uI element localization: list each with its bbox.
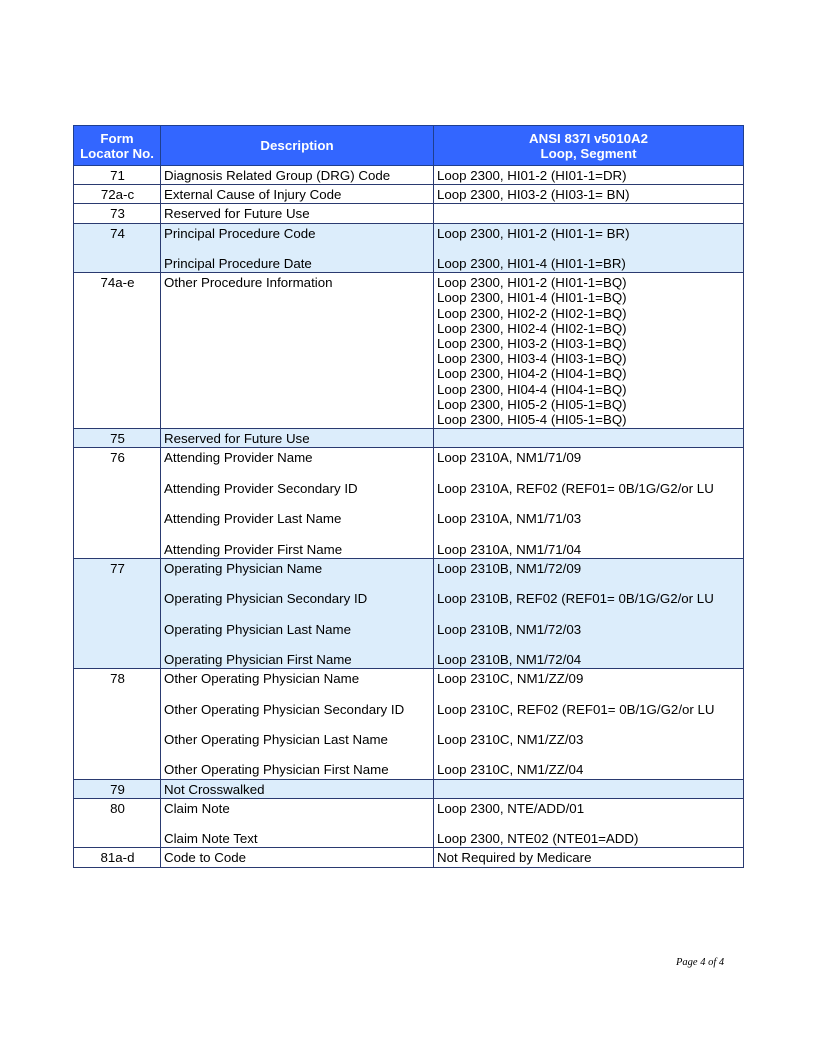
form-locator-cell: 72a-c [74, 185, 161, 204]
loop-segment-line: Loop 2300, HI01-4 (HI01-1=BQ) [437, 290, 627, 306]
line-spacer [164, 496, 431, 511]
description-line: Attending Provider Last Name [164, 511, 342, 527]
form-locator-cell: 75 [74, 429, 161, 448]
description-line: Other Procedure Information [164, 275, 333, 291]
description-cell [161, 223, 434, 273]
line-spacer [437, 496, 741, 511]
loop-segment-line: Loop 2300, HI04-2 (HI04-1=BQ) [437, 366, 627, 382]
loop-segment-line: Loop 2300, HI03-2 (HI03-1= BN) [437, 187, 630, 203]
header-ansi-line2: Loop, Segment [540, 145, 637, 161]
line-spacer [437, 576, 741, 591]
description-line: Code to Code [164, 850, 247, 866]
loop-segment-line: Loop 2300, NTE02 (NTE01=ADD) [437, 831, 639, 847]
loop-segment-line: Loop 2300, HI01-2 (HI01-1=DR) [437, 168, 627, 183]
loop-segment-cell [434, 669, 744, 779]
description-cell [161, 448, 434, 558]
loop-segment-line: Loop 2300, HI04-4 (HI04-1=BQ) [437, 381, 627, 397]
form-locator-cell: 74a-e [74, 273, 161, 429]
table-row [74, 166, 744, 185]
line-spacer [437, 606, 741, 621]
description-line: Operating Physician Secondary ID [164, 591, 368, 607]
line-spacer [437, 637, 741, 652]
header-form-locator-line1: Form [100, 130, 134, 146]
loop-segment-line: Loop 2300, HI01-2 (HI01-1= BR) [437, 225, 630, 241]
loop-segment-line: Loop 2310C, NM1/ZZ/09 [437, 671, 584, 687]
loop-segment-line: Loop 2300, HI03-2 (HI03-1=BQ) [437, 336, 627, 352]
loop-segment-line: Loop 2310C, REF02 (REF01= 0B/1G/G2/or LU [437, 701, 715, 717]
loop-segment-line: Loop 2310B, NM1/72/03 [437, 621, 582, 637]
line-spacer [437, 747, 741, 762]
description-line: Not Crosswalked [164, 781, 265, 797]
loop-segment-line: Loop 2300, HI05-2 (HI05-1=BQ) [437, 396, 627, 412]
loop-segment-line: Loop 2310C, NM1/ZZ/03 [437, 731, 584, 747]
description-cell [161, 558, 434, 668]
form-locator-cell: 74 [74, 223, 161, 273]
description-line: Other Operating Physician Last Name [164, 731, 388, 747]
loop-segment-line: Loop 2300, HI03-4 (HI03-1=BQ) [437, 351, 627, 367]
description-cell [161, 669, 434, 779]
description-cell [161, 185, 434, 204]
table-row [74, 669, 744, 779]
line-spacer [164, 747, 431, 762]
form-locator-cell: 73 [74, 204, 161, 223]
table-row [74, 204, 744, 223]
table-row [74, 223, 744, 273]
loop-segment-line: Not Required by Medicare [437, 850, 592, 866]
loop-segment-line: Loop 2310C, NM1/ZZ/04 [437, 762, 584, 778]
table-row [74, 448, 744, 558]
loop-segment-line: Loop 2310B, REF02 (REF01= 0B/1G/G2/or LU [437, 591, 714, 607]
description-line: Attending Provider Name [164, 450, 313, 466]
description-line: Reserved for Future Use [164, 206, 310, 222]
loop-segment-line: Loop 2310A, REF02 (REF01= 0B/1G/G2/or LU [437, 480, 714, 496]
line-spacer [164, 466, 431, 481]
form-locator-cell: 76 [74, 448, 161, 558]
loop-segment-line: Loop 2310A, NM1/71/04 [437, 541, 582, 557]
table-row [74, 558, 744, 668]
loop-segment-line: Loop 2300, NTE/ADD/01 [437, 800, 585, 816]
description-line: Other Operating Physician Secondary ID [164, 701, 405, 717]
loop-segment-cell [434, 798, 744, 848]
page-number: Page 4 of 4 [676, 957, 725, 968]
description-cell [161, 429, 434, 448]
table-row [74, 779, 744, 798]
header-description: Description [161, 126, 434, 166]
loop-segment-line: Loop 2300, HI01-2 (HI01-1=BQ) [437, 275, 627, 291]
loop-segment-cell [434, 848, 744, 867]
header-form-locator-line2: Locator No. [80, 145, 154, 161]
form-locator-cell: 71 [74, 166, 161, 185]
loop-segment-cell [434, 273, 744, 429]
description-cell [161, 204, 434, 223]
line-spacer [164, 241, 431, 256]
loop-segment-line: Loop 2310B, NM1/72/09 [437, 560, 582, 576]
line-spacer [164, 526, 431, 541]
loop-segment-line: Loop 2300, HI02-4 (HI02-1=BQ) [437, 320, 627, 336]
line-spacer [437, 816, 741, 831]
line-spacer [164, 637, 431, 652]
line-spacer [437, 686, 741, 701]
loop-segment-line: Loop 2300, HI02-2 (HI02-1=BQ) [437, 305, 627, 321]
header-form-locator [74, 126, 161, 166]
description-line: External Cause of Injury Code [164, 187, 342, 203]
table-body [74, 166, 744, 868]
line-spacer [164, 606, 431, 621]
description-line: Diagnosis Related Group (DRG) Code [164, 168, 391, 183]
loop-segment-line: Loop 2310B, NM1/72/04 [437, 651, 582, 667]
crosswalk-table [73, 125, 744, 868]
description-line: Other Operating Physician Name [164, 671, 360, 687]
description-cell [161, 779, 434, 798]
description-line: Principal Procedure Code [164, 225, 316, 241]
description-line: Operating Physician First Name [164, 651, 352, 667]
line-spacer [164, 686, 431, 701]
table-row [74, 848, 744, 867]
loop-segment-cell [434, 779, 744, 798]
description-cell [161, 798, 434, 848]
line-spacer [437, 241, 741, 256]
description-cell [161, 273, 434, 429]
loop-segment-cell [434, 558, 744, 668]
table-header [74, 126, 744, 166]
description-cell [161, 166, 434, 185]
description-line: Claim Note Text [164, 831, 258, 847]
loop-segment-cell [434, 185, 744, 204]
form-locator-cell: 80 [74, 798, 161, 848]
loop-segment-line: Loop 2300, HI05-4 (HI05-1=BQ) [437, 412, 627, 428]
description-line: Attending Provider First Name [164, 541, 343, 557]
line-spacer [437, 717, 741, 732]
description-cell [161, 848, 434, 867]
loop-segment-cell [434, 429, 744, 448]
table-row [74, 429, 744, 448]
loop-segment-cell [434, 204, 744, 223]
description-line: Claim Note [164, 800, 230, 816]
loop-segment-line: Loop 2310A, NM1/71/09 [437, 450, 582, 466]
loop-segment-cell [434, 223, 744, 273]
line-spacer [164, 576, 431, 591]
description-line: Reserved for Future Use [164, 431, 310, 447]
table-row [74, 185, 744, 204]
form-locator-cell: 79 [74, 779, 161, 798]
loop-segment-cell [434, 448, 744, 558]
table-header-row [74, 126, 744, 166]
form-locator-cell: 77 [74, 558, 161, 668]
description-line: Other Operating Physician First Name [164, 762, 389, 778]
loop-segment-cell [434, 166, 744, 185]
description-line: Principal Procedure Date [164, 256, 312, 271]
form-locator-cell: 81a-d [74, 848, 161, 867]
line-spacer [164, 717, 431, 732]
table-row [74, 798, 744, 848]
loop-segment-line: Loop 2300, HI01-4 (HI01-1=BR) [437, 256, 626, 271]
description-line: Attending Provider Secondary ID [164, 480, 358, 496]
description-line: Operating Physician Last Name [164, 621, 351, 637]
form-locator-cell: 78 [74, 669, 161, 779]
description-line: Operating Physician Name [164, 560, 323, 576]
line-spacer [437, 526, 741, 541]
table-row [74, 273, 744, 429]
line-spacer [164, 816, 431, 831]
line-spacer [437, 466, 741, 481]
header-ansi-loop-segment [434, 126, 744, 166]
loop-segment-line: Loop 2310A, NM1/71/03 [437, 511, 582, 527]
header-ansi-line1: ANSI 837I v5010A2 [528, 130, 648, 146]
